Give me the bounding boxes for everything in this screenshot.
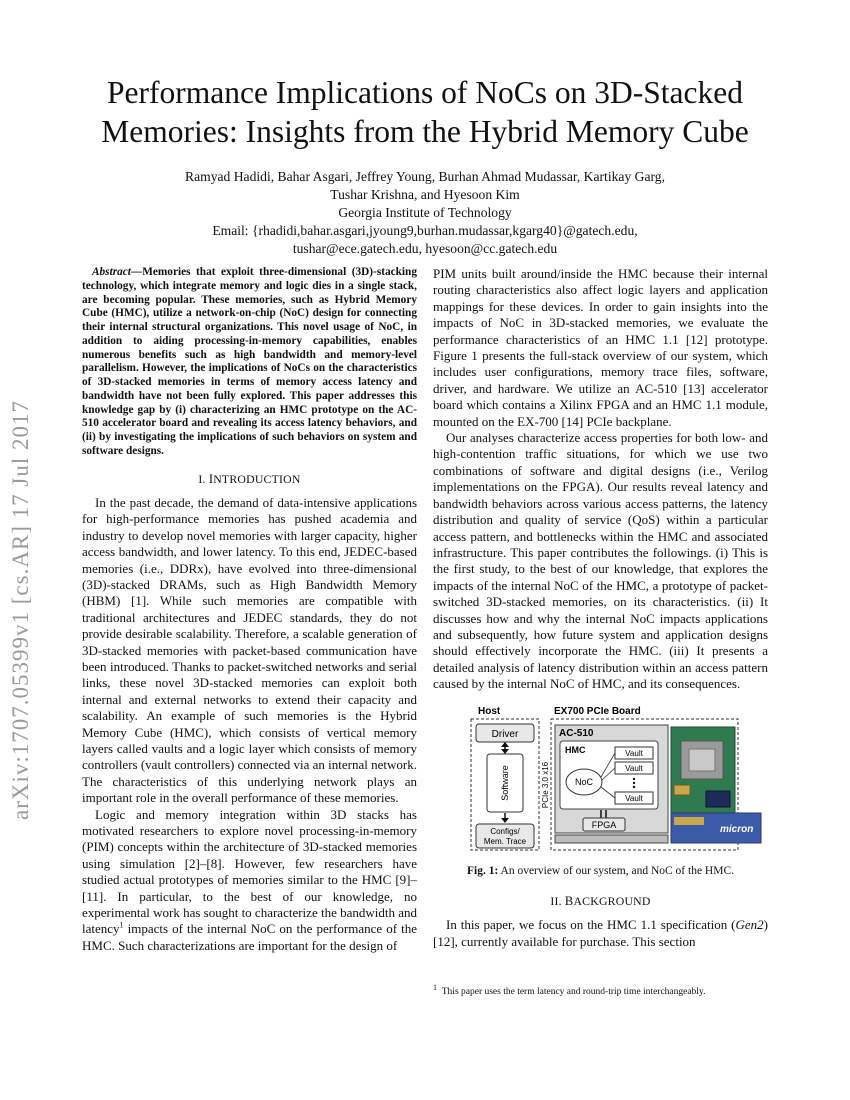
- software-label: Software: [500, 764, 510, 801]
- abstract-label: Abstract: [92, 266, 131, 278]
- ac510-label: AC-510: [559, 727, 594, 739]
- affiliation: Georgia Institute of Technology: [338, 205, 512, 220]
- board-connector: [555, 835, 668, 843]
- section-rest: NTRODUCTION: [213, 471, 301, 486]
- component-icon: [674, 817, 704, 825]
- section-numeral: I.: [198, 471, 206, 486]
- abstract-text: Memories that exploit three-dimensional (3D)-stacking technology, which integrate memory and logic dies in a single stack, are becoming popular. These memories, such as Hybrid Memory Cube (HMC), utilize a network-on-chip (NoC) design for connecting their internal structural organizations. This novel usage of NoC, in addition to aiding processing-in-memory capabilities, enables numerous benefits such as high bandwidth and memory-level parallelism. However, the implications of NoCs on the characteristics of 3D-stacked memories in terms of memory access latency and bandwidth have not been fully explored. This paper addresses this knowledge gap by (i) characterizing an HMC prototype on the AC-510 accelerator board and revealing its access latency behaviors, and (ii) by investigating the implications of such behaviors on system and software designs.: [82, 266, 417, 457]
- component-icon: [674, 785, 690, 795]
- hmc-label: HMC: [565, 744, 586, 755]
- configs-label: Configs/: [490, 826, 520, 836]
- footnote-text: This paper uses the term latency and round-trip time interchangeably.: [441, 987, 706, 997]
- vault-label-1: Vault: [625, 748, 643, 758]
- micron-logo: micron: [720, 823, 754, 835]
- figure-caption: [433, 863, 768, 879]
- paper-title: [40, 73, 810, 151]
- fpga-label: FPGA: [591, 819, 617, 830]
- ellipsis-dot: [633, 785, 635, 787]
- figure-label: Fig. 1:: [466, 864, 499, 877]
- chip-die: [689, 749, 715, 771]
- section-heading-background: [433, 893, 768, 909]
- intro-paragraph-2-continued: PIM units built around/inside the HMC because their internal routing characteristics also affect logic layers and application mappings for these devices. In order to gain insights into the impacts of NoC in 3D-stacked memories, we evaluate the performance characteristics of an HMC 1.1 [12] prototype. Figure 1 presents the full-stack overview of our system, which includes user configurations, memory trace files, software, driver, and hardware. We utilize an AC-510 [13] accelerator board which contains a Xilinx FPGA and an HMC 1.1 module, mounted on the EX-700 [14] PCIe backplane.: [433, 266, 768, 429]
- ellipsis-dot: [633, 777, 635, 779]
- author-names-line-2: Tushar Krishna, and Hyesoon Kim: [330, 187, 520, 202]
- intro-paragraph-2: [82, 807, 417, 955]
- intro-paragraph-1: In the past decade, the demand of data-intensive applications for high-performance memories has pushed academia and industry to develop novel memories with larger capacity, higher access bandwidth, and lower latency. To this end, JEDEC-based memories (i.e., DDRx), have evolved into three-dimensional (3D)-stacked DRAMs, such as High Bandwidth Memory (HBM) [1]. While such memories are compatible with traditional architectures and JEDEC standards, they do not provide desirable scalability. Therefore, a scalable generation of 3D-stacked memories with packet-based communication have been introduced. Thanks to packet-switched networks and serial links, these novel 3D-stacked memories can exploit both internal and external networks to extend their capacity and scalability. An example of such memories is the Hybrid Memory Cube (HMC), which consists of vertical memory layers called vaults and a logic layer which consists of memory controllers (vault controllers) connected via an internal network. The characteristics of this underlying network plays an important role in the overall performance of these memories.: [82, 494, 417, 806]
- board-label: EX700 PCIe Board: [554, 705, 641, 717]
- system-overview-diagram: [468, 705, 768, 853]
- driver-label: Driver: [491, 728, 519, 740]
- noc-label: NoC: [574, 776, 594, 787]
- figure-1: [468, 705, 768, 853]
- section-initial: B: [564, 893, 574, 908]
- title-line-2: Memories: Insights from the Hybrid Memory Cube: [101, 114, 749, 149]
- footnote: [433, 982, 768, 998]
- pcie-label: PCIe 3.0 x16: [541, 761, 550, 808]
- footnote-marker: 1: [119, 921, 124, 931]
- arrow-head-down-icon: [501, 818, 509, 823]
- arrow-head-down-icon: [501, 749, 509, 754]
- right-column: [433, 266, 768, 950]
- abstract-dash: —: [130, 266, 143, 278]
- section-numeral: II.: [550, 893, 562, 908]
- abstract: [82, 266, 417, 459]
- background-text-a: In this paper, we focus on the HMC 1.1 specification (: [446, 917, 736, 933]
- arxiv-stamp: arXiv:1707.05399v1 [cs.AR] 17 Jul 2017: [8, 399, 33, 820]
- component-icon: [706, 791, 730, 807]
- section-initial: I: [208, 471, 214, 486]
- ellipsis-dot: [633, 781, 635, 783]
- background-paragraph: [433, 917, 768, 950]
- arrow-head-up-icon: [501, 742, 509, 747]
- author-block: [90, 168, 760, 258]
- section-heading-introduction: [82, 471, 417, 487]
- gen2-term: Gen2: [735, 917, 764, 933]
- author-names-line-1: Ramyad Hadidi, Bahar Asgari, Jeffrey Young, Burhan Ahmad Mudassar, Kartikay Garg,: [185, 169, 665, 184]
- intro-p2-text-b: impacts of the internal NoC on the performance of the HMC. Such characterizations are important for the design of: [82, 921, 417, 953]
- intro-paragraph-3: Our analyses characterize access properties for both low- and high-contention traffic situations, for which we use two combinations of software and digital designs (i.e., Verilog implementations on the FPGA). Our results reveal latency and bandwidth behaviors across various access patterns, the latency distribution and quality of service (QoS) within a particular access pattern, and bottlenecks within the HMC and associated infrastructure. This paper contributes the followings. (i) This is the first study, to the best of our knowledge, that explores the impacts of the internal NoC of the HMC, a prototype of packet-switched 3D-stacked memories, on its characteristics. (ii) It discusses how and why the internal NoC impacts applications and subsequently, how future system and application designs should effectively incorporate the HMC. (iii) It presents a detailed analysis of latency distribution within an access pattern caused by the internal NoC of HMC, and its consequences.: [433, 430, 768, 692]
- mem-trace-label: Mem. Trace: [483, 836, 527, 846]
- left-column: [82, 266, 417, 954]
- email-line-2: tushar@ece.gatech.edu, hyesoon@cc.gatech.edu: [292, 241, 558, 256]
- vault-label-2: Vault: [625, 763, 643, 773]
- host-label: Host: [478, 705, 501, 717]
- email-line-1: Email: {rhadidi,bahar.asgari,jyoung9,burhan.mudassar,kgarg40}@gatech.edu,: [212, 223, 638, 238]
- background-text-b: ) [12], currently available for purchase. This section: [433, 917, 768, 949]
- figure-caption-text: An overview of our system, and NoC of the HMC.: [498, 864, 735, 877]
- vault-label-3: Vault: [625, 793, 643, 803]
- intro-p2-text-a: Logic and memory integration within 3D stacks has motivated researchers to explore novel processing-in-memory (PIM) concepts within the architecture of 3D-stacked memories using simulation [2]–[8]. However, few researchers have studied actual prototypes of memories similar to the HMC [9]–[11]. In particular, to the best of our knowledge, no experimental work has sought to characterize the bandwidth and latency: [82, 806, 417, 937]
- section-rest: ACKGROUND: [573, 893, 651, 908]
- title-line-1: Performance Implications of NoCs on 3D-Stacked: [107, 75, 743, 110]
- footnote-number: 1: [433, 982, 437, 992]
